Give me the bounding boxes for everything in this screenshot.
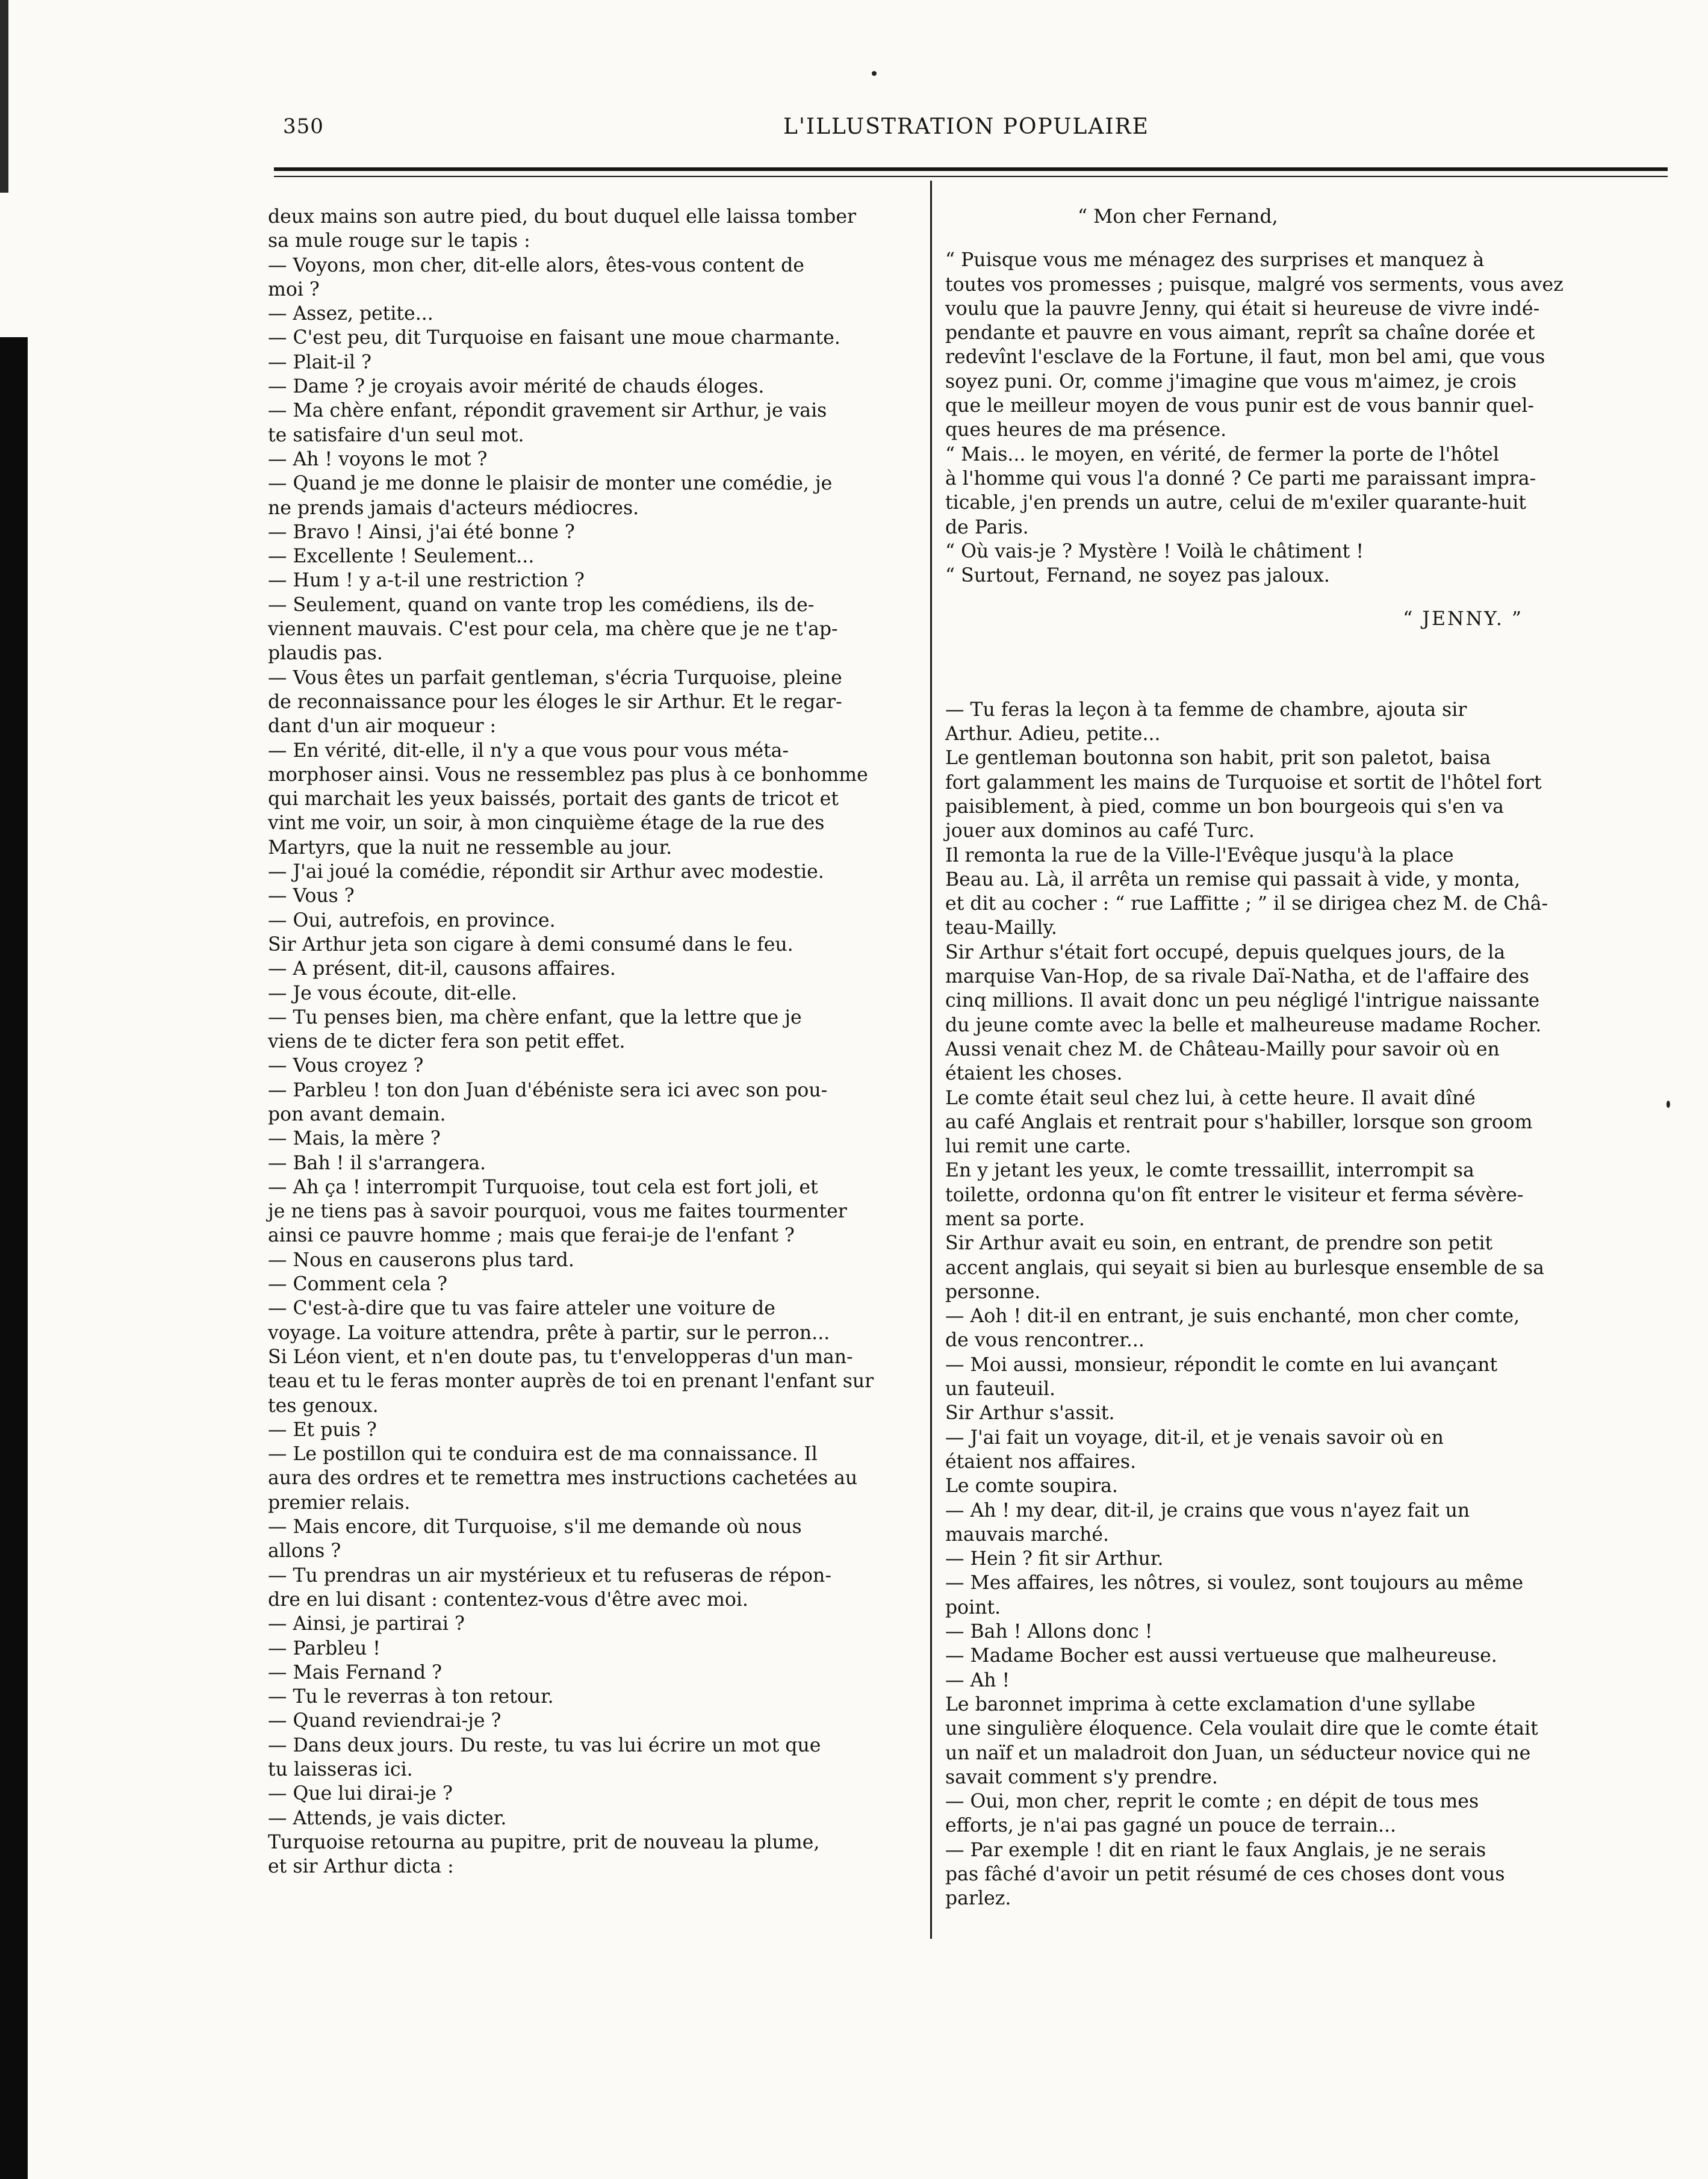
text-line: morphoser ainsi. Vous ne ressemblez pas plus à ce bonhomme	[268, 763, 868, 786]
text-line: Sir Arthur avait eu soin, en entrant, de prendre son petit	[945, 1232, 1493, 1255]
text-line: — Aoh ! dit-il en entrant, je suis enchanté, mon cher comte,	[945, 1305, 1520, 1328]
text-line: personne.	[945, 1281, 1041, 1303]
text-line: marquise Van-Hop, de sa rivale Daï-Natha, et de l'affaire des	[945, 966, 1529, 988]
text-line: parlez.	[945, 1888, 1011, 1910]
text-line: de reconnaissance pour les éloges le sir Arthur. Et le regar-	[268, 691, 842, 713]
text-line: cinq millions. Il avait donc un peu négligé l'intrigue naissante	[945, 990, 1540, 1012]
text-line: Le gentleman boutonna son habit, prit son paletot, baisa	[945, 747, 1491, 769]
text-line: — Bah ! Allons donc !	[945, 1621, 1153, 1643]
text-line: pon avant demain.	[268, 1103, 446, 1125]
letter-salutation: “ Mon cher Fernand,	[1078, 206, 1278, 228]
text-line: du jeune comte avec la belle et malheureuse madame Rocher.	[945, 1014, 1542, 1036]
text-line: toilette, ordonna qu'on fît entrer le visiteur et ferma sévère-	[945, 1184, 1524, 1206]
text-line: — Ah ! voyons le mot ?	[268, 448, 488, 470]
text-line: Le comte était seul chez lui, à cette heure. Il avait dîné	[945, 1087, 1476, 1109]
text-line: viennent mauvais. C'est pour cela, ma chère que je ne t'ap-	[268, 618, 838, 641]
text-line: deux mains son autre pied, du bout duquel elle laissa tomber	[268, 206, 857, 228]
text-line: — Nous en causerons plus tard.	[268, 1249, 574, 1271]
text-line: — C'est-à-dire que tu vas faire atteler une voiture de	[268, 1298, 775, 1320]
letter-line: voulu que la pauvre Jenny, qui était si heureuse de vivre indé-	[945, 297, 1540, 320]
text-line: — A présent, dit-il, causons affaires.	[268, 958, 616, 980]
text-line: — Bravo ! Ainsi, j'ai été bonne ?	[268, 521, 575, 543]
text-line: et dit au cocher : “ rue Laffitte ; ” il se dirigea chez M. de Châ-	[945, 893, 1548, 915]
text-line: — Comment cela ?	[268, 1273, 447, 1296]
text-line: Aussi venait chez M. de Château-Mailly pour savoir où en	[945, 1038, 1500, 1060]
text-line: — Tu le reverras à ton retour.	[268, 1686, 554, 1708]
right-column	[945, 205, 1607, 1911]
page-header	[265, 107, 1668, 155]
text-line: qui marchait les yeux baissés, portait des gants de tricot et	[268, 788, 839, 810]
text-line: — J'ai fait un voyage, dit-il, et je venais savoir où en	[945, 1426, 1444, 1449]
letter-line: ques heures de ma présence.	[945, 419, 1227, 441]
page-number: 350	[283, 114, 324, 138]
letter-line: “ Puisque vous me ménagez des surprises et manquez à	[945, 249, 1485, 272]
text-line: — Dame ? je croyais avoir mérité de chauds éloges.	[268, 376, 765, 398]
scan-speck	[1666, 1101, 1670, 1108]
text-line: ment sa porte.	[945, 1208, 1085, 1230]
scan-edge-shadow	[0, 337, 28, 2179]
text-line: — C'est peu, dit Turquoise en faisant une moue charmante.	[268, 327, 840, 349]
text-line: — Attends, je vais dicter.	[268, 1807, 507, 1829]
text-line: Le comte soupira.	[945, 1475, 1118, 1497]
column-divider	[930, 181, 932, 1939]
text-line: — Par exemple ! dit en riant le faux Anglais, je ne serais	[945, 1839, 1486, 1861]
text-line: paisiblement, à pied, comme un bon bourgeois qui s'en va	[945, 795, 1504, 818]
text-line: efforts, je n'ai pas gagné un pouce de terrain...	[945, 1815, 1397, 1837]
text-line: — Mais encore, dit Turquoise, s'il me demande où nous	[268, 1516, 802, 1538]
text-line: étaient les choses.	[945, 1063, 1123, 1085]
text-line: — Moi aussi, monsieur, répondit le comte en lui avançant	[945, 1354, 1498, 1376]
text-line: viens de te dicter fera son petit effet.	[268, 1031, 626, 1053]
letter-signature: “ JENNY. ”	[1403, 608, 1523, 630]
letter-line: soyez puni. Or, comme j'imagine que vous m'aimez, je crois	[945, 370, 1517, 393]
text-line: — Excellente ! Seulement...	[268, 546, 535, 568]
text-line: ne prends jamais d'acteurs médiocres.	[268, 497, 639, 519]
text-line: — Mais Fernand ?	[268, 1661, 443, 1683]
text-line: Sir Arthur jeta son cigare à demi consumé dans le feu.	[268, 933, 793, 956]
text-line: — Vous croyez ?	[268, 1055, 424, 1077]
text-line: — Oui, autrefois, en province.	[268, 909, 556, 931]
text-line: — Quand je me donne le plaisir de monter une comédie, je	[268, 473, 833, 495]
text-line: — Ainsi, je partirai ?	[268, 1613, 465, 1635]
text-line: En y jetant les yeux, le comte tressaillit, interrompit sa	[945, 1160, 1474, 1182]
text-line: dre en lui disant : contentez-vous d'être avec moi.	[268, 1588, 748, 1611]
letter-line: “ Où vais-je ? Mystère ! Voilà le châtiment !	[945, 540, 1364, 562]
text-line: Turquoise retourna au pupitre, prit de nouveau la plume,	[268, 1831, 820, 1853]
text-line: et sir Arthur dicta :	[268, 1856, 454, 1878]
letter-line: redevînt l'esclave de la Fortune, il faut, mon bel ami, que vous	[945, 346, 1545, 368]
text-line: — Plait-il ?	[268, 351, 371, 373]
text-line: Le baronnet imprima à cette exclamation d'une syllabe	[945, 1693, 1476, 1715]
text-line: — Mais, la mère ?	[268, 1128, 441, 1150]
text-line: je ne tiens pas à savoir pourquoi, vous me faites tourmenter	[268, 1201, 847, 1223]
text-line: — Madame Bocher est aussi vertueuse que malheureuse.	[945, 1645, 1497, 1667]
left-column	[268, 205, 924, 1879]
text-line: Arthur. Adieu, petite...	[945, 723, 1161, 745]
text-line: — En vérité, dit-elle, il n'y a que vous pour vous méta-	[268, 739, 789, 762]
text-line: accent anglais, qui seyait si bien au burlesque ensemble de sa	[945, 1257, 1544, 1279]
text-line: — Parbleu ! ton don Juan d'ébéniste sera ici avec son pou-	[268, 1079, 828, 1101]
text-line: un naïf et un maladroit don Juan, un séducteur novice qui ne	[945, 1742, 1531, 1764]
text-line: teau et tu le feras monter auprès de toi en prenant l'enfant sur	[268, 1370, 874, 1393]
text-line: étaient nos affaires.	[945, 1450, 1137, 1473]
text-line: pas fâché d'avoir un petit résumé de ces choses dont vous	[945, 1863, 1505, 1885]
text-line: — Voyons, mon cher, dit-elle alors, êtes-vous content de	[268, 254, 804, 276]
letter-line: que le meilleur moyen de vous punir est de vous bannir quel-	[945, 395, 1535, 417]
text-line: Beau au. Là, il arrêta un remise qui passait à vide, y monta,	[945, 868, 1521, 891]
letter-line: toutes vos promesses ; puisque, malgré vos serments, vous avez	[945, 273, 1564, 296]
text-line: vint me voir, un soir, à mon cinquième étage de la rue des	[268, 812, 825, 835]
text-line: — J'ai joué la comédie, répondit sir Arthur avec modestie.	[268, 861, 824, 883]
text-line: dant d'un air moqueur :	[268, 715, 497, 738]
text-line: — Ma chère enfant, répondit gravement sir Arthur, je vais	[268, 400, 827, 422]
running-title: L'ILLUSTRATION POPULAIRE	[783, 114, 1149, 139]
text-line: sa mule rouge sur le tapis :	[268, 230, 530, 252]
text-line: — Tu penses bien, ma chère enfant, que la lettre que je	[268, 1006, 802, 1028]
text-line: — Assez, petite...	[268, 303, 433, 325]
text-line: — Oui, mon cher, reprit le comte ; en dépit de tous mes	[945, 1791, 1479, 1813]
text-line: une singulière éloquence. Cela voulait dire que le comte était	[945, 1718, 1538, 1740]
text-line: tu laisseras ici.	[268, 1759, 413, 1780]
text-line: Si Léon vient, et n'en doute pas, tu t'envelopperas d'un man-	[268, 1346, 853, 1368]
text-line: aura des ordres et te remettra mes instructions cachetées au	[268, 1467, 858, 1490]
text-line: point.	[945, 1596, 1001, 1618]
text-line: — Parbleu !	[268, 1637, 380, 1659]
text-line: mauvais marché.	[945, 1523, 1110, 1546]
text-line: — Tu prendras un air mystérieux et tu refuseras de répon-	[268, 1564, 831, 1587]
text-line: — Et puis ?	[268, 1419, 377, 1441]
text-line: — Hum ! y a-t-il une restriction ?	[268, 570, 585, 592]
scan-edge-shadow-top	[0, 0, 8, 193]
text-line: — Hein ? fit sir Arthur.	[945, 1548, 1164, 1570]
header-rule-thick	[274, 167, 1668, 171]
text-line: de vous rencontrer...	[945, 1329, 1144, 1352]
letter	[945, 205, 1607, 632]
text-line: — Mes affaires, les nôtres, si voulez, sont toujours au même	[945, 1572, 1524, 1594]
text-line: — Vous ?	[268, 885, 355, 907]
text-line: te satisfaire d'un seul mot.	[268, 424, 524, 446]
text-line: — Dans deux jours. Du reste, tu vas lui écrire un mot que	[268, 1734, 821, 1756]
text-line: Il remonta la rue de la Ville-l'Evêque jusqu'à la place	[945, 844, 1454, 866]
letter-line: pendante et pauvre en vous aimant, reprît sa chaîne dorée et	[945, 322, 1535, 344]
text-line: Sir Arthur s'assit.	[945, 1402, 1115, 1425]
text-line: plaudis pas.	[268, 642, 383, 665]
text-line: — Que lui dirai-je ?	[268, 1783, 453, 1805]
text-line: premier relais.	[268, 1491, 411, 1514]
header-rule-thin	[274, 176, 1668, 177]
text-line: — Ah !	[945, 1669, 1010, 1691]
text-line: — Je vous écoute, dit-elle.	[268, 982, 517, 1004]
letter-line: de Paris.	[945, 516, 1029, 538]
text-line: — Ah ! my dear, dit-il, je crains que vous n'ayez fait un	[945, 1499, 1470, 1522]
text-line: allons ?	[268, 1540, 341, 1562]
text-line: tes genoux.	[268, 1394, 379, 1417]
letter-line: “ Surtout, Fernand, ne soyez pas jaloux.	[945, 565, 1330, 587]
text-line: savait comment s'y prendre.	[945, 1766, 1218, 1788]
text-line: Sir Arthur s'était fort occupé, depuis quelques jours, de la	[945, 941, 1506, 963]
letter-line: ticable, j'en prends un autre, celui de m'exiler quarante-huit	[945, 492, 1526, 514]
text-line: voyage. La voiture attendra, prête à partir, sur le perron...	[268, 1322, 830, 1344]
text-line: — Quand reviendrai-je ?	[268, 1710, 502, 1732]
letter-line: “ Mais... le moyen, en vérité, de fermer la porte de l'hôtel	[945, 443, 1499, 465]
right-column-text	[945, 698, 1607, 1911]
text-line: un fauteuil.	[945, 1378, 1056, 1400]
text-line: jouer aux dominos au café Turc.	[945, 820, 1255, 842]
text-line: lui remit une carte.	[945, 1136, 1131, 1158]
text-line: — Bah ! il s'arrangera.	[268, 1152, 486, 1174]
letter-line: à l'homme qui vous l'a donné ? Ce parti me paraissant impra-	[945, 467, 1536, 490]
text-line: — Le postillon qui te conduira est de ma connaissance. Il	[268, 1443, 818, 1466]
text-line: ainsi ce pauvre homme ; mais que ferai-je de l'enfant ?	[268, 1225, 795, 1247]
text-line: — Ah ça ! interrompit Turquoise, tout cela est fort joli, et	[268, 1176, 818, 1198]
text-line: Martyrs, que la nuit ne ressemble au jour.	[268, 836, 672, 859]
text-line: fort galamment les mains de Turquoise et sortit de l'hôtel fort	[945, 771, 1542, 794]
letter-body	[945, 248, 1607, 588]
text-line: — Vous êtes un parfait gentleman, s'écria Turquoise, pleine	[268, 667, 842, 689]
text-line: — Seulement, quand on vante trop les comédiens, ils de-	[268, 594, 815, 616]
text-line: — Tu feras la leçon à ta femme de chambre, ajouta sir	[945, 698, 1467, 721]
text-line: teau-Mailly.	[945, 917, 1057, 939]
scan-speck	[872, 71, 877, 76]
text-line: moi ?	[268, 278, 320, 300]
text-line: au café Anglais et rentrait pour s'habiller, lorsque son groom	[945, 1111, 1533, 1133]
